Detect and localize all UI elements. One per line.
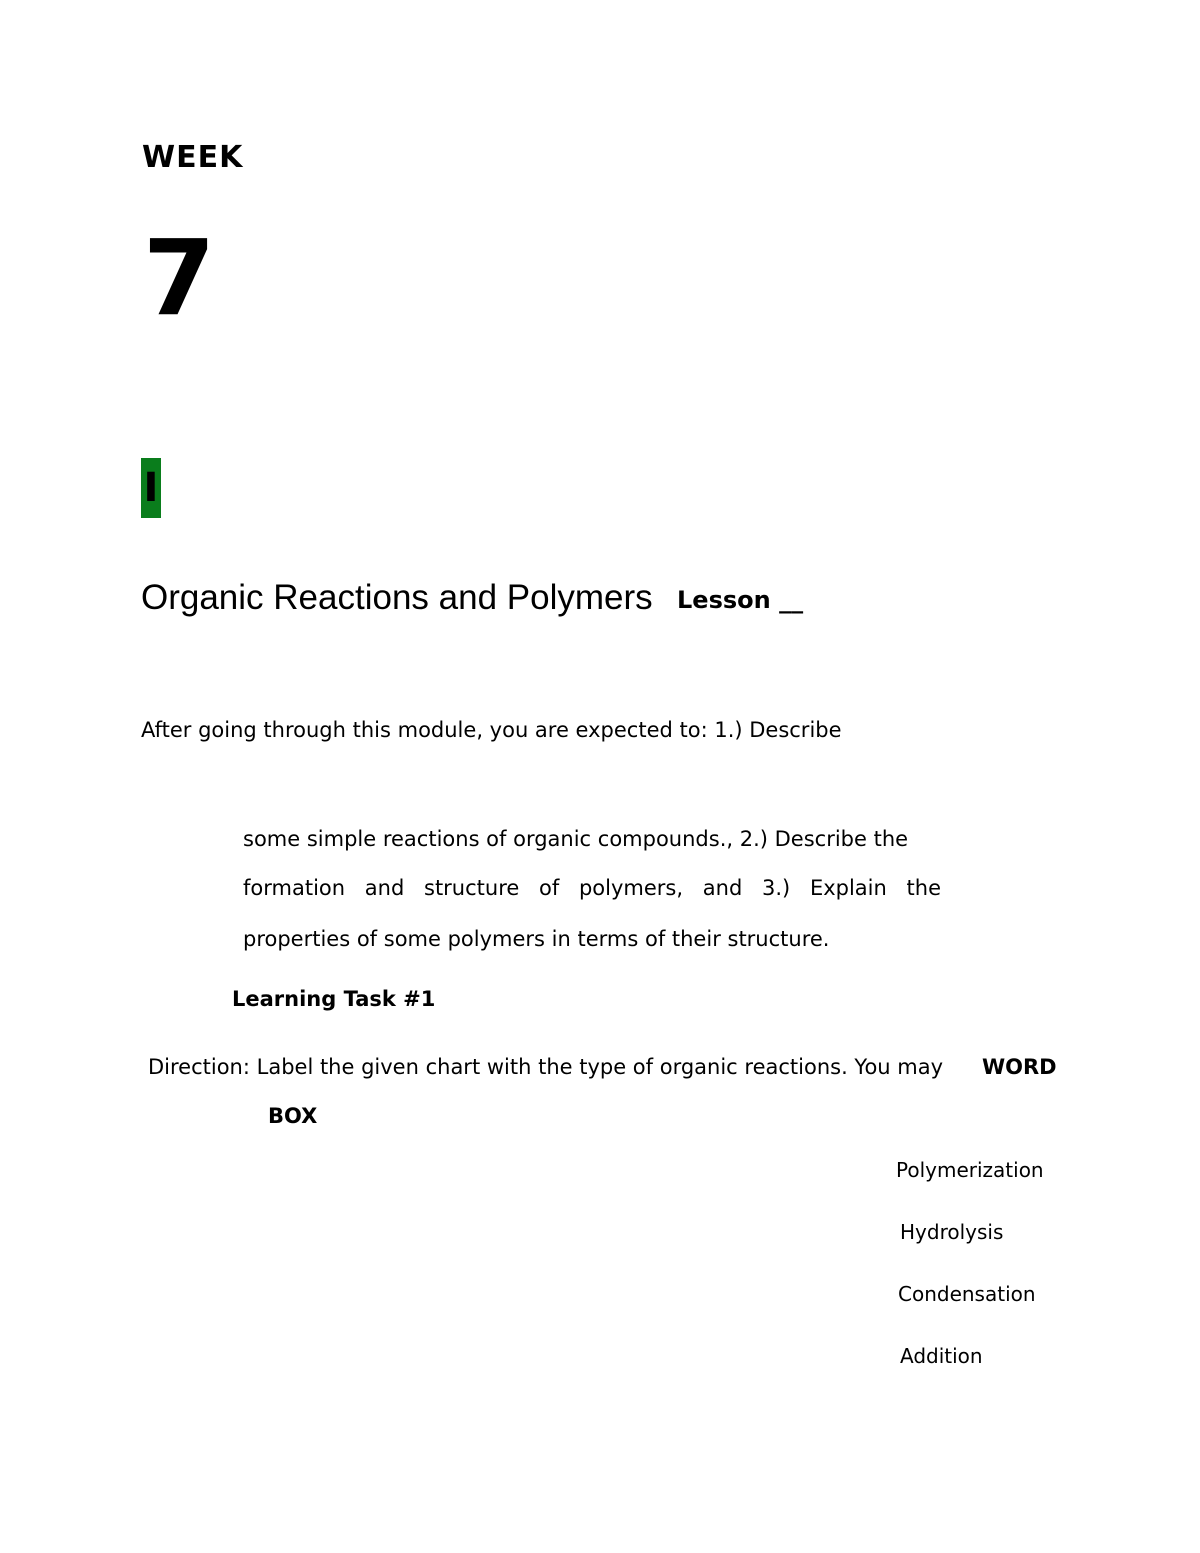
quarter-marker: I: [141, 458, 161, 518]
learning-task-heading: Learning Task #1: [232, 987, 436, 1011]
word-box-item: Hydrolysis: [900, 1220, 1004, 1244]
objectives-intro: After going through this module, you are expected to: 1.) Describe: [141, 718, 842, 742]
word-box-item: Addition: [900, 1344, 983, 1368]
objectives-line-3: properties of some polymers in terms of their structure.: [243, 927, 830, 951]
week-label: WEEK: [142, 140, 244, 175]
objectives-line-2: formation and structure of polymers, and 3.) Explain the: [243, 876, 941, 900]
lesson-number-label: Lesson __: [677, 586, 804, 614]
objectives-line-1: some simple reactions of organic compounds., 2.) Describe the: [243, 827, 909, 851]
task-direction: Direction: Label the given chart with the type of organic reactions. You may: [148, 1055, 944, 1079]
word-box-heading-line-2: BOX: [268, 1104, 318, 1128]
word-box-item: Condensation: [898, 1282, 1036, 1306]
word-box-heading-line-1: WORD: [982, 1055, 1057, 1079]
lesson-title: Organic Reactions and Polymers: [141, 578, 653, 617]
word-box-item: Polymerization: [896, 1158, 1044, 1182]
week-number: 7: [143, 217, 216, 339]
